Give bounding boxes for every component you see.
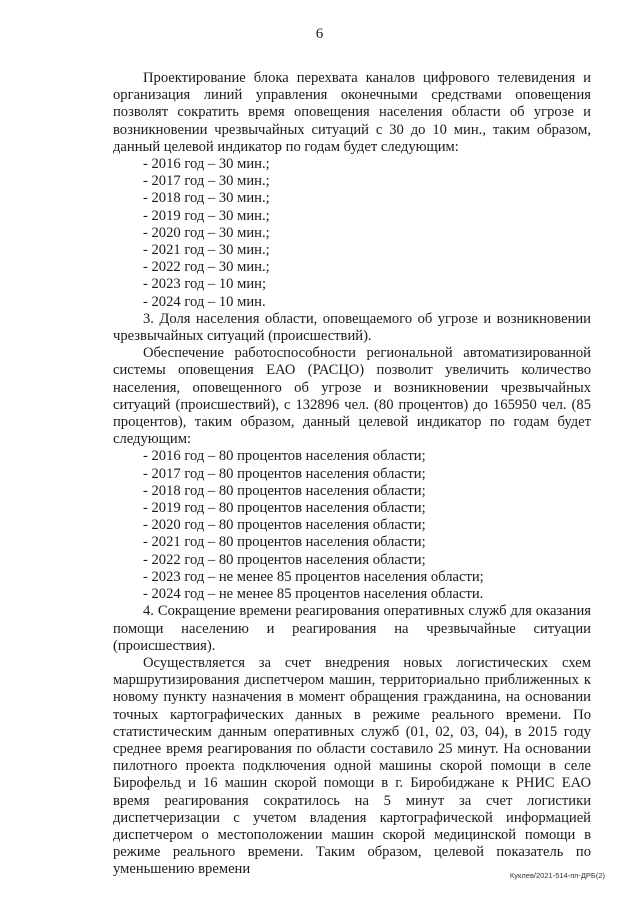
item3-heading: 3. Доля населения области, оповещаемого об угрозе и возникновении чрезвычайных ситуаций (происшествий).	[113, 310, 591, 345]
indicator2-year-2024: - 2024 год – 10 мин.	[143, 293, 266, 310]
indicator2-year-2022: - 2022 год – 30 мин.;	[143, 259, 270, 276]
indicator2-year-2023: - 2023 год – 10 мин;	[143, 276, 267, 293]
indicator3-year-2023: - 2023 год – не менее 85 процентов населения области;	[143, 568, 484, 585]
indicator3-year-2022: - 2022 год – 80 процентов населения области;	[143, 551, 426, 568]
indicator2-year-2017: - 2017 год – 30 мин.;	[143, 173, 270, 190]
indicator2-year-list	[113, 156, 591, 311]
item3-paragraph: Обеспечение работоспособности региональной автоматизированной системы оповещения ЕАО (РАСЦО) позволит увеличить количество населения, оповещенного об угрозе и возникновении чрезвычайных ситуаций (происшествий), с 132896 чел. (80 процентов) до 165950 чел. (85 процентов), таким образом, данный целевой индикатор по годам будет следующим:	[113, 345, 591, 448]
item4-heading: 4. Сокращение времени реагирования оперативных служб для оказания помощи населению и реагирования на чрезвычайные ситуации (происшествия).	[113, 603, 591, 654]
indicator2-year-2020: - 2020 год – 30 мин.;	[143, 224, 270, 241]
indicator3-year-2016: - 2016 год – 80 процентов населения области;	[143, 448, 426, 465]
indicator3-year-2020: - 2020 год – 80 процентов населения области;	[143, 517, 426, 534]
indicator3-year-2017: - 2017 год – 80 процентов населения области;	[143, 465, 426, 482]
document-body	[113, 70, 591, 879]
page-number: 6	[315, 26, 324, 42]
document-reference-code: Куклев/2021-514-пп-ДРБ(2)	[509, 871, 605, 880]
indicator2-year-2018: - 2018 год – 30 мин.;	[143, 190, 270, 207]
intro-paragraph: Проектирование блока перехвата каналов цифрового телевидения и организация линий управления оконечными средствами оповещения позволят сократить время оповещения населения области об угрозе и возникновении чрезвычайных ситуаций с 30 до 10 мин., таким образом, данный целевой индикатор по годам будет следующим:	[113, 70, 591, 155]
indicator3-year-2018: - 2018 год – 80 процентов населения области;	[143, 482, 426, 499]
indicator2-year-2021: - 2021 год – 30 мин.;	[143, 242, 270, 259]
indicator2-year-2019: - 2019 год – 30 мин.;	[143, 207, 270, 224]
indicator3-year-2024: - 2024 год – не менее 85 процентов населения области.	[143, 586, 484, 603]
indicator2-year-2016: - 2016 год – 30 мин.;	[143, 156, 270, 173]
indicator3-year-list	[113, 448, 591, 603]
indicator3-year-2019: - 2019 год – 80 процентов населения области;	[143, 500, 426, 517]
indicator3-year-2021: - 2021 год – 80 процентов населения области;	[143, 534, 426, 551]
item4-paragraph: Осуществляется за счет внедрения новых логистических схем маршрутизирования диспетчером машин, территориально приближенных к новому пункту назначения в момент обращения гражданина, на основании точных картографических данных в режиме реального времени. По статистическим данным оперативных служб (01, 02, 03, 04), в 2015 году среднее время реагирования по области составило 25 минут. На основании пилотного проекта подключения одной машины скорой помощи в селе Бирофельд и 16 машин скорой помощи в г. Биробиджане к РНИС ЕАО время реагирования сократилось на 5 минут за счет логистики диспетчеризации с учетом владения картографической информацией диспетчером о местоположении машин скорой медицинской помощи в режиме реального времени. Таким образом, целевой показатель по уменьшению времени	[113, 654, 591, 878]
